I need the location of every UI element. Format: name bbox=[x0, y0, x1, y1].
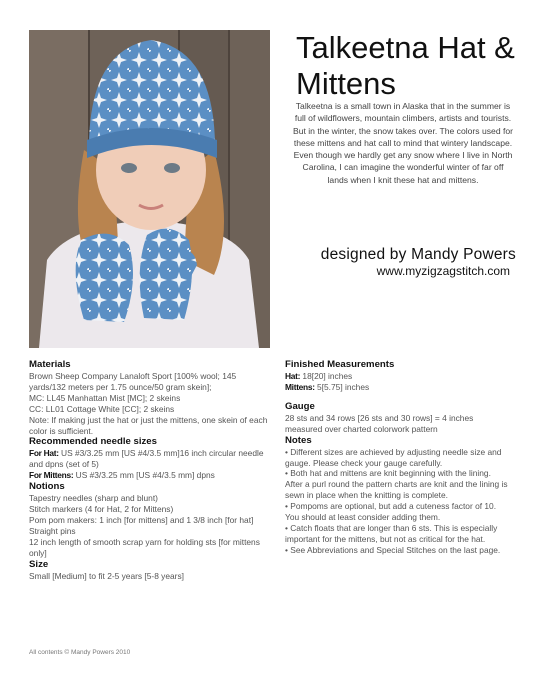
finished-heading: Finished Measurements bbox=[285, 359, 395, 370]
materials-line: Brown Sheep Company Lanaloft Sport [100% wool; 145 yards/132 meters per 1.75 ounce/50 gram skein]; bbox=[29, 371, 237, 392]
finished-mittens-label: Mittens: bbox=[285, 381, 315, 392]
notes-item: • Both hat and mittens are knit beginning with the lining. After a purl round the pattern charts are knit and the lining is sewn in place when the knitting is complete. bbox=[285, 468, 508, 501]
website-url: www.myzigzagstitch.com bbox=[376, 264, 510, 278]
notions-line: Pom pom makers: 1 inch [for mittens] and 1 3/8 inch [for hat] bbox=[29, 514, 254, 525]
designer-credit: designed by Mandy Powers bbox=[320, 246, 516, 263]
finished-hat-text: 18[20] inches bbox=[300, 371, 353, 381]
hero-photo bbox=[29, 30, 270, 348]
needles-mittens-label: For Mittens: bbox=[29, 470, 74, 481]
right-column bbox=[285, 359, 508, 556]
notes-item: • Pompoms are optional, but add a cuteness factor of 10. You should at least consider adding them. bbox=[285, 501, 497, 523]
size-heading: Size bbox=[29, 558, 49, 570]
materials-line: MC: LL45 Manhattan Mist [MC]; 2 skeins bbox=[29, 392, 181, 403]
notes-heading: Notes bbox=[285, 434, 312, 446]
size-text: Small [Medium] to fit 2-5 years [5-8 years] bbox=[29, 570, 184, 581]
gauge-text: 28 sts and 34 rows [26 sts and 30 rows] = 4 inches measured over charted colorwork pattern bbox=[285, 412, 474, 434]
page-title: Talkeetna Hat & Mittens bbox=[296, 30, 515, 101]
needles-hat-text: US #3/3.25 mm [US #4/3.5 mm]16 inch circular needle and dpns (set of 5) bbox=[29, 448, 264, 470]
notes-item: • See Abbreviations and Special Stitches on the last page. bbox=[285, 544, 501, 555]
needles-hat-label: For Hat: bbox=[29, 448, 59, 459]
finished-hat-label: Hat: bbox=[285, 371, 301, 381]
finished-mittens-text: 5[5.75] inches bbox=[314, 381, 370, 392]
needles-heading: Recommended needle sizes bbox=[29, 436, 157, 448]
spacer bbox=[285, 393, 508, 401]
materials-line: Note: If making just the hat or just the mittens, one skein of each color is sufficient. bbox=[29, 414, 268, 436]
notions-line: Straight pins bbox=[29, 525, 76, 536]
needles-mittens bbox=[29, 470, 274, 481]
left-column bbox=[29, 359, 274, 582]
notions-heading: Notions bbox=[29, 481, 65, 493]
needles-hat bbox=[29, 448, 274, 470]
finished-hat bbox=[285, 371, 508, 382]
child-in-hat-and-mittens-photo bbox=[29, 30, 270, 348]
gauge-heading: Gauge bbox=[285, 400, 315, 412]
materials-line: CC: LL01 Cottage White [CC]; 2 skeins bbox=[29, 403, 175, 414]
materials-heading: Materials bbox=[29, 359, 71, 370]
finished-mittens bbox=[285, 382, 508, 393]
copyright-notice: All contents © Mandy Powers 2010 bbox=[29, 649, 131, 656]
notes-item: • Catch floats that are longer than 6 sts. This is especially important for the mittens, but not as critical for the hat. bbox=[285, 522, 498, 544]
notions-line: Stitch markers (4 for Hat, 2 for Mittens) bbox=[29, 504, 174, 515]
notions-line: 12 inch length of smooth scrap yarn for holding sts [for mittens only] bbox=[29, 536, 260, 558]
notes-item: • Different sizes are achieved by adjusting needle size and gauge. Please check your gauge carefully. bbox=[285, 446, 502, 468]
needles-mittens-text: US #3/3.25 mm [US #4/3.5 mm] dpns bbox=[73, 470, 215, 481]
notions-line: Tapestry needles (sharp and blunt) bbox=[29, 493, 158, 504]
intro-paragraph: Talkeetna is a small town in Alaska that in the summer is full of wildflowers, mountain climbers, artists and tourists. But in the winter, the snow takes over. The colors used for these mittens and hat call to mind that wintery landscape. Even though we hardly get any snow where I live in North Carolina, I can imagine the wonderful winter of far off lands when I knit these hat and mittens. bbox=[292, 101, 514, 185]
